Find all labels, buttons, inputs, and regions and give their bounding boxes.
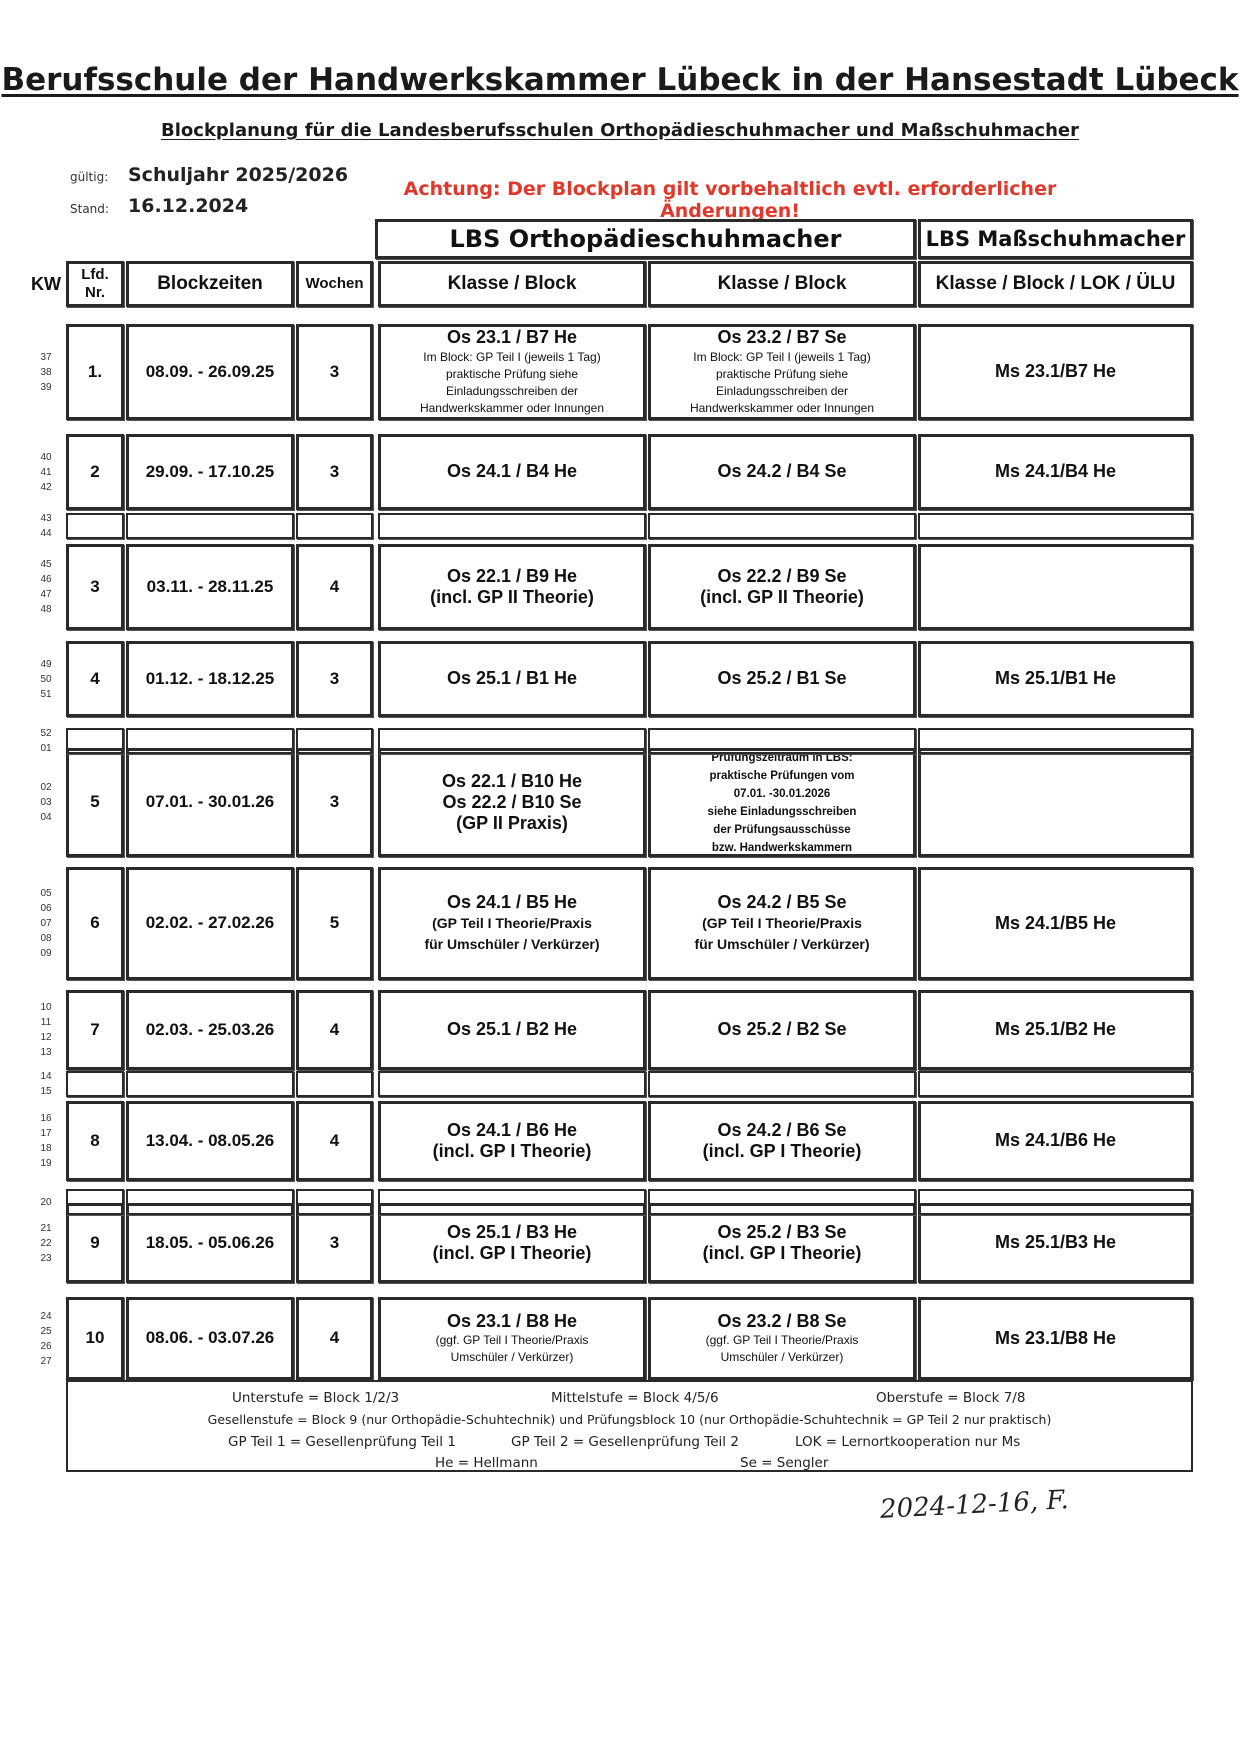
kw-week-number: 06	[40, 903, 52, 914]
holiday-row-cell	[296, 728, 373, 754]
cell-note-line: für Umschüler / Verkürzer)	[424, 936, 600, 953]
kw-week-number: 40	[40, 451, 52, 463]
kw-week-number: 14	[40, 1071, 52, 1082]
ms-class-block: Ms 25.1/B1 He	[994, 668, 1117, 689]
row-number: 1.	[87, 361, 103, 381]
kw-week-number: 38	[40, 366, 52, 378]
row-number: 7	[90, 1019, 100, 1039]
class-block-label: Os 25.2 / B3 Se	[717, 1221, 847, 1242]
cell-note-line: (ggf. GP Teil I Theorie/Praxis	[705, 1333, 859, 1348]
holiday-row-cell	[66, 1071, 124, 1097]
ms-class-block: Ms 24.1/B5 He	[994, 912, 1117, 933]
column-header-ms-label: Klasse / Block / LOK / ÜLU	[935, 273, 1176, 294]
row-cell-os1	[378, 1101, 646, 1181]
row-cell-ms	[918, 748, 1193, 857]
valid-value: Schuljahr 2025/2026	[128, 164, 349, 186]
row-cell-dates	[126, 1203, 294, 1283]
class-block-note: (incl. GP I Theorie)	[432, 1243, 592, 1263]
group-header-os	[375, 219, 916, 259]
kw-week-number: 01	[40, 743, 52, 754]
row-cell-nr	[66, 1203, 124, 1283]
row-cell-os2	[648, 1297, 916, 1380]
row-cell-weeks	[296, 867, 373, 980]
block-dates: 07.01. - 30.01.26	[145, 792, 275, 812]
kw-week-number: 05	[40, 888, 52, 899]
row-cell-ms	[918, 544, 1193, 630]
kw-week-number: 16	[40, 1113, 52, 1124]
row-cell-ms	[918, 867, 1193, 980]
row-cell-os1	[378, 748, 646, 857]
row-cell-nr	[66, 867, 124, 980]
legend	[66, 1380, 1193, 1472]
row-cell-os1	[378, 641, 646, 717]
kw-week-number: 07	[40, 918, 52, 929]
row-number: 8	[90, 1130, 100, 1150]
kw-week-number: 42	[40, 481, 52, 493]
legend-gesellenstufe: Gesellenstufe = Block 9 (nur Orthopädie-Schuhtechnik) und Prüfungsblock 10 (nur Orthopädie-Schuhtechnik = GP Teil 2 nur praktisch)	[207, 1412, 1052, 1427]
kw-week-number: 17	[40, 1128, 52, 1139]
cell-note-line: für Umschüler / Verkürzer)	[694, 936, 870, 953]
row-cell-weeks	[296, 990, 373, 1070]
cell-line: Os 22.2 / B10 Se	[442, 791, 582, 812]
kw-week-number: 39	[40, 381, 52, 393]
row-cell-os1	[378, 1297, 646, 1380]
cell-note-line: Umschüler / Verkürzer)	[720, 1350, 844, 1365]
cell-note-line: Prüfungszeitraum in LBS:	[711, 751, 853, 764]
row-number: 3	[90, 576, 100, 596]
kw-week-list	[40, 1111, 52, 1171]
block-dates: 08.06. - 03.07.26	[145, 1328, 275, 1348]
kw-week-number: 22	[40, 1237, 52, 1249]
kw-week-number: 12	[40, 1032, 52, 1043]
kw-week-number: 52	[40, 728, 52, 739]
holiday-row-cell	[648, 728, 916, 754]
week-count: 3	[329, 668, 340, 688]
row-cell-os1	[378, 990, 646, 1070]
holiday-row-cell	[126, 513, 294, 539]
kw-week-number: 27	[40, 1355, 52, 1367]
kw-holiday-weeks	[36, 1195, 56, 1210]
row-number: 4	[90, 668, 100, 688]
group-header-os-label: LBS Orthopädieschuhmacher	[449, 225, 842, 253]
row-cell-weeks	[296, 1203, 373, 1283]
row-cell-weeks	[296, 324, 373, 420]
cell-note-line: praktische Prüfung siehe	[715, 366, 849, 381]
column-header-nr	[66, 261, 124, 307]
cell-note-line: Handwerkskammer oder Innungen	[689, 400, 875, 415]
class-block-note: (incl. GP II Theorie)	[430, 587, 594, 607]
week-count: 4	[329, 576, 340, 596]
group-header-ms-label: LBS Maßschuhmacher	[925, 227, 1186, 251]
kw-week-number: 47	[40, 589, 52, 600]
row-cell-ms	[918, 324, 1193, 420]
kw-week-number: 04	[40, 812, 52, 823]
column-header-dates-label: Blockzeiten	[157, 273, 263, 294]
row-cell-os2	[648, 867, 916, 980]
row-cell-os2	[648, 324, 916, 420]
row-cell-ms	[918, 641, 1193, 717]
kw-holiday-weeks	[36, 726, 56, 756]
row-number: 2	[90, 461, 100, 481]
row-cell-dates	[126, 748, 294, 857]
kw-week-number: 20	[40, 1196, 52, 1208]
row-cell-nr	[66, 434, 124, 510]
week-count: 3	[329, 461, 340, 481]
week-count: 3	[329, 1232, 340, 1252]
document-title: Berufsschule der Handwerkskammer Lübeck in der Hansestadt Lübeck	[1, 62, 1239, 98]
cell-note-line: Handwerkskammer oder Innungen	[419, 400, 605, 415]
kw-week-number: 13	[40, 1047, 52, 1058]
row-cell-nr	[66, 748, 124, 857]
block-dates: 01.12. - 18.12.25	[145, 668, 275, 688]
row-cell-nr	[66, 1297, 124, 1380]
row-cell-nr	[66, 1101, 124, 1181]
column-header-dates	[126, 261, 294, 307]
kw-week-number: 21	[40, 1222, 52, 1234]
holiday-row-cell	[66, 513, 124, 539]
kw-week-list	[40, 450, 52, 495]
cell-note-line: der Prüfungsausschüsse	[713, 823, 851, 836]
kw-week-number: 41	[40, 466, 52, 478]
class-block-label: Os 23.2 / B8 Se	[717, 1310, 847, 1331]
kw-week-number: 43	[40, 513, 52, 524]
holiday-row-cell	[126, 1071, 294, 1097]
row-cell-os2	[648, 544, 916, 630]
stand-label: Stand:	[70, 202, 109, 216]
class-block-label: Os 25.1 / B2 He	[446, 1019, 578, 1040]
kw-week-list	[40, 1221, 52, 1266]
kw-week-number: 11	[40, 1017, 52, 1028]
class-block-label: Os 24.2 / B6 Se	[717, 1119, 847, 1140]
row-cell-weeks	[296, 434, 373, 510]
kw-week-number: 49	[40, 658, 52, 670]
class-block-label: Os 25.1 / B1 He	[446, 668, 578, 689]
holiday-row-cell	[648, 1071, 916, 1097]
week-count: 4	[329, 1019, 340, 1039]
week-count: 3	[329, 361, 340, 381]
ms-class-block: Ms 24.1/B6 He	[994, 1130, 1117, 1151]
cell-note-line: Im Block: GP Teil I (jeweils 1 Tag)	[693, 349, 871, 364]
legend-lok: LOK = Lernortkooperation nur Ms	[795, 1434, 1021, 1450]
row-cell-ms	[918, 1101, 1193, 1181]
block-dates: 29.09. - 17.10.25	[145, 461, 275, 481]
class-block-label: Os 25.2 / B1 Se	[717, 668, 847, 689]
row-number: 9	[90, 1232, 100, 1252]
row-cell-weeks	[296, 544, 373, 630]
group-header-ms	[918, 219, 1193, 259]
column-header-nr-line2: Nr.	[84, 284, 105, 301]
class-block-label: Os 24.1 / B6 He	[446, 1119, 578, 1140]
kw-week-number: 46	[40, 574, 52, 585]
row-cell-nr	[66, 641, 124, 717]
class-block-label: Os 22.1 / B9 He	[446, 565, 578, 586]
row-cell-dates	[126, 867, 294, 980]
class-block-label: Os 23.1 / B7 He	[446, 327, 578, 348]
kw-week-number: 24	[40, 1310, 52, 1322]
column-header-os2	[648, 261, 916, 307]
kw-week-list	[40, 350, 52, 395]
row-number: 6	[90, 913, 100, 933]
kw-week-list	[40, 1000, 52, 1060]
cell-note-line: Einladungsschreiben der	[445, 383, 579, 398]
kw-week-number: 18	[40, 1143, 52, 1154]
holiday-row-cell	[66, 728, 124, 754]
kw-week-number: 44	[40, 528, 52, 539]
legend-mittelstufe: Mittelstufe = Block 4/5/6	[551, 1390, 719, 1406]
legend-oberstufe: Oberstufe = Block 7/8	[876, 1390, 1026, 1406]
kw-week-number: 19	[40, 1158, 52, 1169]
kw-week-list	[40, 886, 52, 961]
stand-value: 16.12.2024	[128, 195, 249, 217]
kw-week-number: 15	[40, 1086, 52, 1097]
row-cell-nr	[66, 990, 124, 1070]
cell-note-line: praktische Prüfung siehe	[445, 366, 579, 381]
row-cell-ms	[918, 1203, 1193, 1283]
row-cell-os1	[378, 867, 646, 980]
holiday-row-cell	[378, 728, 646, 754]
class-block-label: Os 22.2 / B9 Se	[717, 565, 847, 586]
week-count: 5	[329, 913, 340, 933]
holiday-row-cell	[918, 513, 1193, 539]
row-number: 5	[90, 792, 100, 812]
cell-note-line: Umschüler / Verkürzer)	[450, 1350, 574, 1365]
row-cell-os1	[378, 1203, 646, 1283]
legend-se: Se = Sengler	[740, 1455, 829, 1471]
holiday-row-cell	[378, 513, 646, 539]
cell-note-line: Im Block: GP Teil I (jeweils 1 Tag)	[423, 349, 601, 364]
cell-note-line: bzw. Handwerkskammern	[711, 841, 853, 854]
block-dates: 13.04. - 08.05.26	[145, 1130, 275, 1150]
class-block-label: Os 25.1 / B3 He	[446, 1221, 578, 1242]
row-cell-ms	[918, 434, 1193, 510]
kw-week-number: 02	[40, 782, 52, 793]
row-cell-os2	[648, 1101, 916, 1181]
block-dates: 18.05. - 05.06.26	[145, 1232, 275, 1252]
valid-label: gültig:	[70, 170, 109, 184]
legend-gp1: GP Teil 1 = Gesellenprüfung Teil 1	[228, 1434, 456, 1450]
column-header-ms	[918, 261, 1193, 307]
cell-note-line: siehe Einladungsschreiben	[707, 805, 857, 818]
kw-week-number: 03	[40, 797, 52, 808]
kw-week-number: 37	[40, 351, 52, 363]
ms-class-block: Ms 23.1/B8 He	[994, 1327, 1117, 1348]
kw-week-number: 50	[40, 673, 52, 685]
ms-class-block: Ms 25.1/B3 He	[994, 1232, 1117, 1253]
legend-gp2: GP Teil 2 = Gesellenprüfung Teil 2	[511, 1434, 739, 1450]
cell-line: (GP II Praxis)	[456, 813, 568, 834]
holiday-row-cell	[378, 1189, 646, 1215]
kw-week-number: 25	[40, 1325, 52, 1337]
row-cell-ms	[918, 1297, 1193, 1380]
cell-line: Os 22.1 / B10 He	[441, 770, 583, 791]
class-block-note: (incl. GP II Theorie)	[700, 587, 864, 607]
kw-week-number: 45	[40, 559, 52, 570]
row-cell-os2	[648, 434, 916, 510]
class-block-label: Os 24.2 / B5 Se	[717, 891, 847, 912]
row-cell-dates	[126, 1101, 294, 1181]
column-header-nr-line1: Lfd.	[81, 266, 109, 283]
cell-note-line: Einladungsschreiben der	[715, 383, 849, 398]
kw-week-list	[40, 657, 52, 702]
holiday-row-cell	[296, 1189, 373, 1215]
row-cell-weeks	[296, 1297, 373, 1380]
row-cell-os1	[378, 324, 646, 420]
cell-note-line: praktische Prüfungen vom	[709, 769, 855, 782]
block-dates: 02.03. - 25.03.26	[145, 1019, 275, 1039]
cell-note-line: 07.01. -30.01.2026	[733, 787, 831, 800]
kw-week-number: 08	[40, 933, 52, 944]
warning-notice: Achtung: Der Blockplan gilt vorbehaltlich evtl. erforderlicher Änderungen!	[403, 178, 1057, 222]
holiday-row-cell	[648, 1189, 916, 1215]
cell-note-line: (GP Teil I Theorie/Praxis	[432, 915, 592, 932]
kw-holiday-weeks	[36, 1069, 56, 1099]
row-cell-os2	[648, 990, 916, 1070]
row-cell-nr	[66, 324, 124, 420]
cell-note-line: (ggf. GP Teil I Theorie/Praxis	[435, 1333, 589, 1348]
class-block-label: Os 24.1 / B5 He	[446, 891, 578, 912]
row-cell-weeks	[296, 748, 373, 857]
week-count: 4	[329, 1130, 340, 1150]
column-header-os2-label: Klasse / Block	[717, 273, 847, 294]
ms-class-block: Ms 25.1/B2 He	[994, 1019, 1117, 1040]
holiday-row-cell	[296, 513, 373, 539]
class-block-label: Os 23.1 / B8 He	[446, 1310, 578, 1331]
row-cell-dates	[126, 641, 294, 717]
ms-class-block: Ms 24.1/B4 He	[994, 461, 1117, 482]
row-cell-os1	[378, 544, 646, 630]
kw-week-list	[40, 557, 52, 617]
document-subtitle: Blockplanung für die Landesberufsschulen Orthopädieschuhmacher und Maßschuhmacher	[161, 120, 1079, 141]
column-header-weeks-label: Wochen	[305, 275, 364, 292]
holiday-row-cell	[126, 728, 294, 754]
column-header-os1	[378, 261, 646, 307]
class-block-note: (incl. GP I Theorie)	[702, 1243, 862, 1263]
class-block-label: Os 24.1 / B4 He	[446, 461, 578, 482]
row-cell-weeks	[296, 641, 373, 717]
row-cell-ms	[918, 990, 1193, 1070]
row-cell-weeks	[296, 1101, 373, 1181]
row-cell-dates	[126, 434, 294, 510]
class-block-note: (incl. GP I Theorie)	[432, 1141, 592, 1161]
kw-week-number: 26	[40, 1340, 52, 1352]
holiday-row-cell	[378, 1071, 646, 1097]
holiday-row-cell	[126, 1189, 294, 1215]
ms-class-block: Ms 23.1/B7 He	[994, 361, 1117, 382]
row-cell-dates	[126, 544, 294, 630]
kw-week-number: 48	[40, 604, 52, 615]
row-cell-os2	[648, 1203, 916, 1283]
week-count: 4	[329, 1328, 340, 1348]
class-block-note: (incl. GP I Theorie)	[702, 1141, 862, 1161]
row-cell-dates	[126, 1297, 294, 1380]
holiday-row-cell	[918, 728, 1193, 754]
row-cell-dates	[126, 324, 294, 420]
legend-unterstufe: Unterstufe = Block 1/2/3	[232, 1390, 400, 1406]
holiday-row-cell	[648, 513, 916, 539]
row-cell-nr	[66, 544, 124, 630]
block-dates: 02.02. - 27.02.26	[145, 913, 275, 933]
row-cell-os2	[648, 748, 916, 857]
kw-week-number: 23	[40, 1252, 52, 1264]
column-header-os1-label: Klasse / Block	[447, 273, 577, 294]
kw-week-list	[40, 780, 52, 825]
handwritten-signature: 2024-12-16, F.	[879, 1485, 1070, 1525]
holiday-row-cell	[296, 1071, 373, 1097]
kw-week-number: 10	[40, 1002, 52, 1013]
row-cell-os1	[378, 434, 646, 510]
class-block-label: Os 23.2 / B7 Se	[717, 327, 847, 348]
holiday-row-cell	[918, 1189, 1193, 1215]
kw-holiday-weeks	[36, 511, 56, 541]
block-dates: 08.09. - 26.09.25	[145, 361, 275, 381]
block-dates: 03.11. - 28.11.25	[146, 576, 274, 596]
class-block-label: Os 24.2 / B4 Se	[717, 461, 847, 482]
row-cell-os2	[648, 641, 916, 717]
kw-week-number: 09	[40, 948, 52, 959]
holiday-row-cell	[66, 1189, 124, 1215]
legend-he: He = Hellmann	[435, 1455, 538, 1471]
column-header-weeks	[296, 261, 373, 307]
class-block-label: Os 25.2 / B2 Se	[717, 1019, 847, 1040]
row-cell-dates	[126, 990, 294, 1070]
cell-note-line: (GP Teil I Theorie/Praxis	[702, 915, 862, 932]
kw-week-list	[40, 1309, 52, 1369]
row-number: 10	[85, 1328, 105, 1348]
column-header-kw: KW	[31, 274, 61, 294]
week-count: 3	[329, 792, 340, 812]
kw-week-number: 51	[40, 688, 52, 700]
holiday-row-cell	[918, 1071, 1193, 1097]
